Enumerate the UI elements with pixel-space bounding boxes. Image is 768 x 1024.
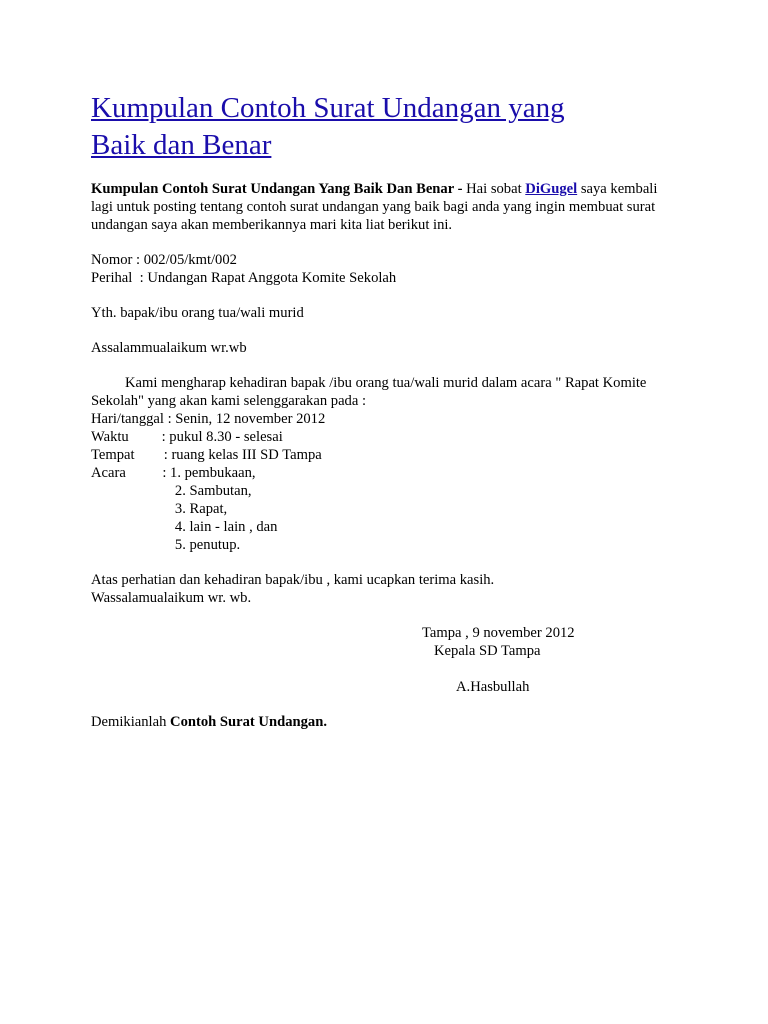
intro-line-2: lagi untuk posting tentang contoh surat undangan yang baik bagi anda yang ingin membuat surat (91, 199, 656, 215)
footer-paragraph (91, 713, 691, 731)
acara-item: 2. Sambutan, (91, 483, 252, 499)
acara-item: 3. Rapat, (91, 501, 228, 517)
letter-acara: Acara : 1. pembukaan, (91, 465, 256, 481)
page-title (91, 90, 691, 164)
letter-tempat: Tempat : ruang kelas III SD Tampa (91, 447, 322, 463)
letter-body (91, 374, 691, 554)
acara-item: 4. lain - lain , dan (91, 519, 278, 535)
letter-body-line-2: Sekolah" yang akan kami selenggarakan pada : (91, 393, 367, 409)
letter-nomor: Nomor : 002/05/kmt/002 (91, 252, 237, 268)
intro-line-3: undangan saya akan memberikannya mari kita liat berikut ini. (91, 217, 453, 233)
intro-text: Hai sobat (462, 181, 526, 197)
letter-place-date: Tampa , 9 november 2012 (422, 625, 575, 641)
letter-recipient (91, 304, 691, 322)
letter-waktu: Waktu : pukul 8.30 - selesai (91, 429, 283, 445)
acara-item: 5. penutup. (91, 537, 241, 553)
footer-bold: Contoh Surat Undangan. (170, 714, 327, 730)
letter-signature (91, 624, 691, 696)
letter-closing (91, 571, 691, 607)
intro-text-cont: saya kembali (577, 181, 658, 197)
letter-closing-1: Atas perhatian dan kehadiran bapak/ibu , kami ucapkan terima kasih. (91, 572, 495, 588)
title-link-line1[interactable]: Kumpulan Contoh Surat Undangan yang (91, 92, 565, 124)
letter-signer: A.Hasbullah (456, 679, 530, 695)
document-page (91, 90, 691, 731)
digugel-link[interactable]: DiGugel (525, 181, 578, 197)
letter-body-line-1: Kami mengharap kehadiran bapak /ibu orang tua/wali murid dalam acara " Rapat Komite (125, 375, 647, 391)
letter-yth: Yth. bapak/ibu orang tua/wali murid (91, 305, 304, 321)
letter-hari: Hari/tanggal : Senin, 12 november 2012 (91, 411, 326, 427)
intro-bold-lead: Kumpulan Contoh Surat Undangan Yang Baik Dan Benar - (91, 181, 463, 197)
letter-position: Kepala SD Tampa (434, 643, 541, 659)
letter-closing-2: Wassalamualaikum wr. wb. (91, 590, 252, 606)
letter-header (91, 251, 691, 287)
intro-paragraph (91, 180, 691, 234)
letter-perihal: Perihal : Undangan Rapat Anggota Komite Sekolah (91, 270, 397, 286)
footer-text: Demikianlah (91, 714, 171, 730)
letter-salam: Assalammualaikum wr.wb (91, 340, 247, 356)
letter-body-paragraph (91, 374, 691, 410)
title-link-line2[interactable]: Baik dan Benar (91, 129, 272, 161)
letter-greeting (91, 339, 691, 357)
